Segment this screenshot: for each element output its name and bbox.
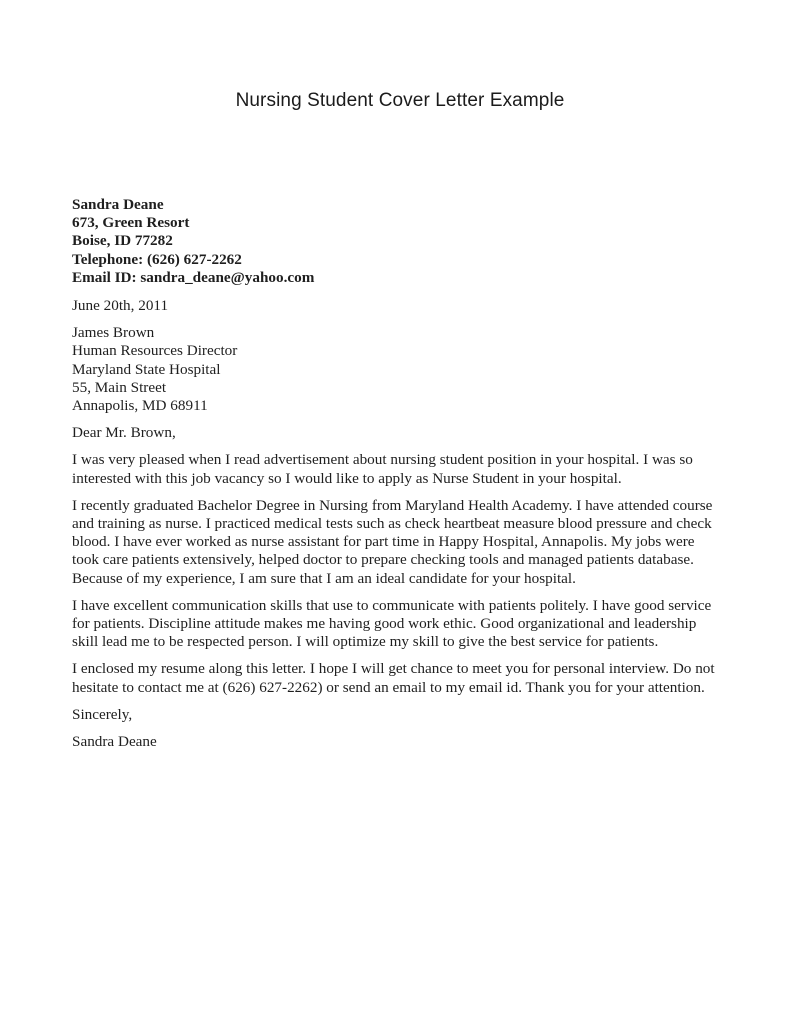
recipient-organization: Maryland State Hospital: [72, 360, 221, 378]
body-paragraph-1: I was very pleased when I read advertisement about nursing student position in your hospital. I was so interested with this job vacancy so I would like to apply as Nurse Student in your hospital.: [72, 451, 693, 487]
letter-content: [72, 196, 720, 751]
signature-name: Sandra Deane: [72, 733, 157, 751]
letter-date: June 20th, 2011: [72, 297, 169, 315]
body-paragraph-3: I have excellent communication skills that use to communicate with patients politely. I have good service for patients. Discipline attitude makes me having good work ethic. Good organizational and leadership skill lead me to be respected person. I will optimize my skill to give the best service for patients.: [72, 596, 712, 651]
recipient-job-title: Human Resources Director: [72, 342, 238, 360]
sender-name: Sandra Deane: [72, 196, 164, 213]
recipient-name: James Brown: [72, 324, 155, 342]
sender-address-block: [72, 196, 720, 287]
sender-email: Email ID: sandra_deane@yahoo.com: [72, 268, 315, 286]
sender-city-state-zip: Boise, ID 77282: [72, 232, 173, 250]
closing-salutation: Sincerely,: [72, 705, 133, 723]
recipient-street: 55, Main Street: [72, 378, 167, 396]
recipient-address-block: [72, 324, 720, 415]
salutation: Dear Mr. Brown,: [72, 424, 176, 442]
sender-telephone: Telephone: (626) 627-2262: [72, 250, 242, 268]
page-title: Nursing Student Cover Letter Example: [235, 90, 565, 111]
body-paragraph-4: I enclosed my resume along this letter. I hope I will get chance to meet you for personal interview. Do not hesitate to contact me at (626) 627-2262) or send an email to my email id. Thank you for your attention.: [72, 660, 715, 696]
recipient-city-state-zip: Annapolis, MD 68911: [72, 397, 208, 415]
body-paragraph-2: I recently graduated Bachelor Degree in Nursing from Maryland Health Academy. I have attended course and training as nurse. I practiced medical tests such as check heartbeat measure blood pressure and check blood. I have ever worked as nurse assistant for part time in Happy Hospital, Annapolis. My jobs were took care patients extensively, helped doctor to prepare checking tools and managed patients database. Because of my experience, I am sure that I am an ideal candidate for your hospital.: [72, 496, 713, 587]
sender-street: 673, Green Resort: [72, 214, 190, 232]
